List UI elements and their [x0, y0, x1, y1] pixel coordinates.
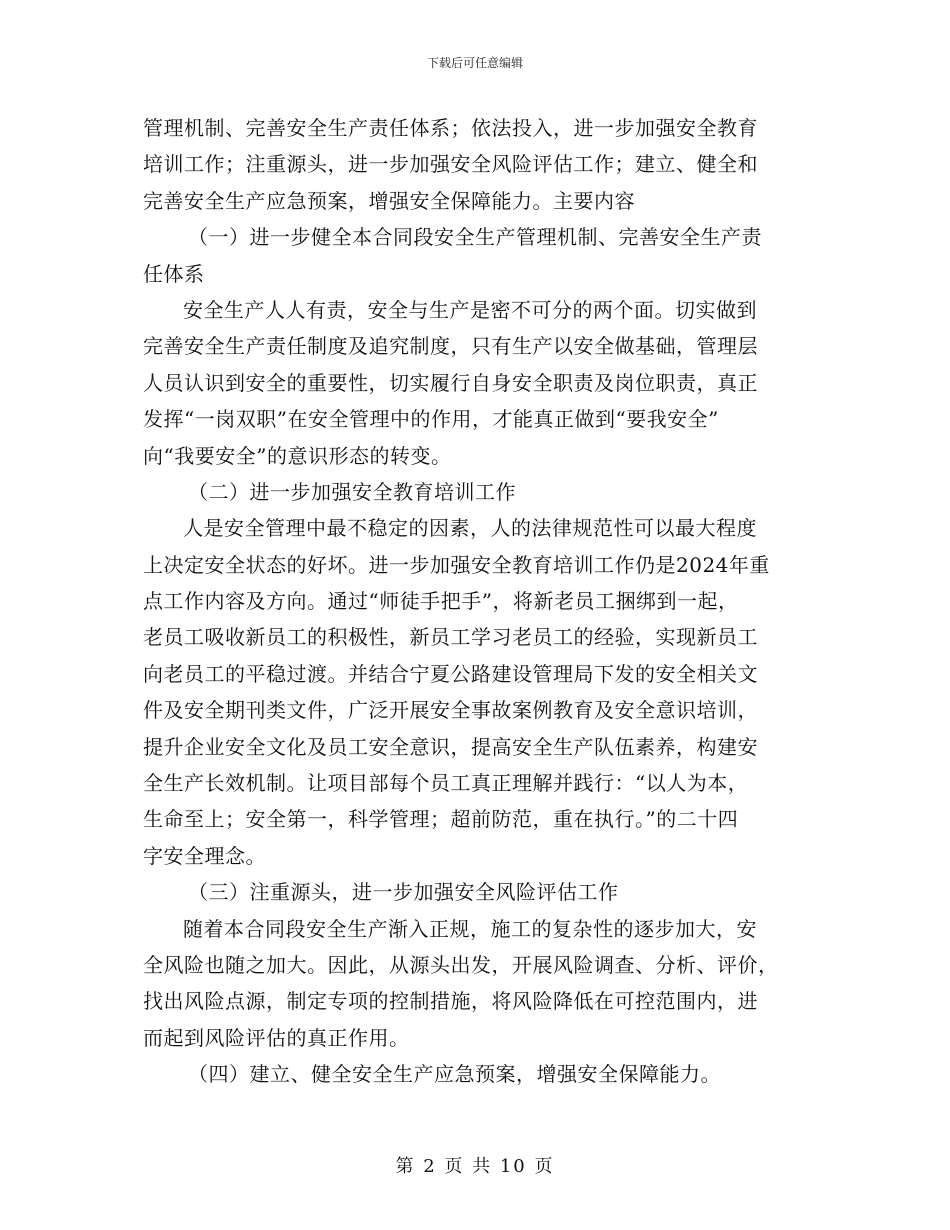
- page-number: 第 2 页 共 10 页: [395, 1156, 555, 1177]
- paragraph-start: 人是安全管理中最不稳定的因素，人的法律规范性可以最大程度: [183, 516, 757, 541]
- body-line: 找出风险点源，制定专项的控制措施，将风险降低在可控范围内，进: [143, 989, 758, 1014]
- body-line: 完善安全生产责任制度及追究制度，只有生产以安全做基础，管理层: [143, 334, 758, 359]
- document-body: [143, 110, 807, 1093]
- body-line: 全风险也随之加大。因此，从源头出发，开展风险调查、分析、评价，: [143, 952, 779, 977]
- body-line: 向“我要安全”的意识形态的转变。: [143, 443, 452, 468]
- body-line: 培训工作；注重源头，进一步加强安全风险评估工作；建立、健全和: [143, 152, 758, 177]
- body-line: 发挥“一岗双职”在安全管理中的作用，才能真正做到“要我安全”: [143, 407, 719, 432]
- paragraph-start: 安全生产人人有责，安全与生产是密不可分的两个面。切实做到: [183, 297, 757, 322]
- body-line: 完善安全生产应急预案，增强安全保障能力。主要内容: [143, 188, 635, 213]
- body-line: 件及安全期刊类文件，广泛开展安全事故案例教育及安全意识培训，: [143, 698, 758, 723]
- body-line: 提升企业安全文化及员工安全意识，提高安全生产队伍素养，构建安: [143, 734, 758, 759]
- section-heading-1: （一）进一步健全本合同段安全生产管理机制、完善安全生产责: [188, 225, 762, 250]
- section-heading-4: （四）建立、健全安全生产应急预案，增强安全保障能力。: [188, 1062, 721, 1087]
- body-line: 字安全理念。: [143, 843, 266, 868]
- section-heading-3: （三）注重源头，进一步加强安全风险评估工作: [188, 880, 619, 905]
- body-line: 向老员工的平稳过渡。并结合宁夏公路建设管理局下发的安全相关文: [143, 661, 758, 686]
- body-line: 而起到风险评估的真正作用。: [143, 1025, 410, 1050]
- body-line: 任体系: [143, 261, 205, 286]
- body-line: 老员工吸收新员工的积极性，新员工学习老员工的经验，实现新员工: [143, 625, 758, 650]
- body-line: 上决定安全状态的好坏。进一步加强安全教育培训工作仍是2024年重: [143, 552, 770, 577]
- body-line: 全生产长效机制。让项目部每个员工真正理解并践行：“以人为本，: [143, 771, 749, 796]
- body-line: 生命至上；安全第一，科学管理；超前防范，重在执行。”的二十四: [143, 807, 739, 832]
- body-line: 人员认识到安全的重要性，切实履行自身安全职责及岗位职责，真正: [143, 370, 758, 395]
- body-line: 点工作内容及方向。通过“师徒手把手”，将新老员工捆绑到一起，: [143, 589, 739, 614]
- section-heading-2: （二）进一步加强安全教育培训工作: [188, 479, 516, 504]
- body-line: 管理机制、完善安全生产责任体系；依法投入，进一步加强安全教育: [143, 116, 758, 140]
- paragraph-start: 随着本合同段安全生产渐入正规，施工的复杂性的逐步加大，安: [183, 916, 757, 941]
- header-note: 下载后可任意编辑: [426, 56, 523, 70]
